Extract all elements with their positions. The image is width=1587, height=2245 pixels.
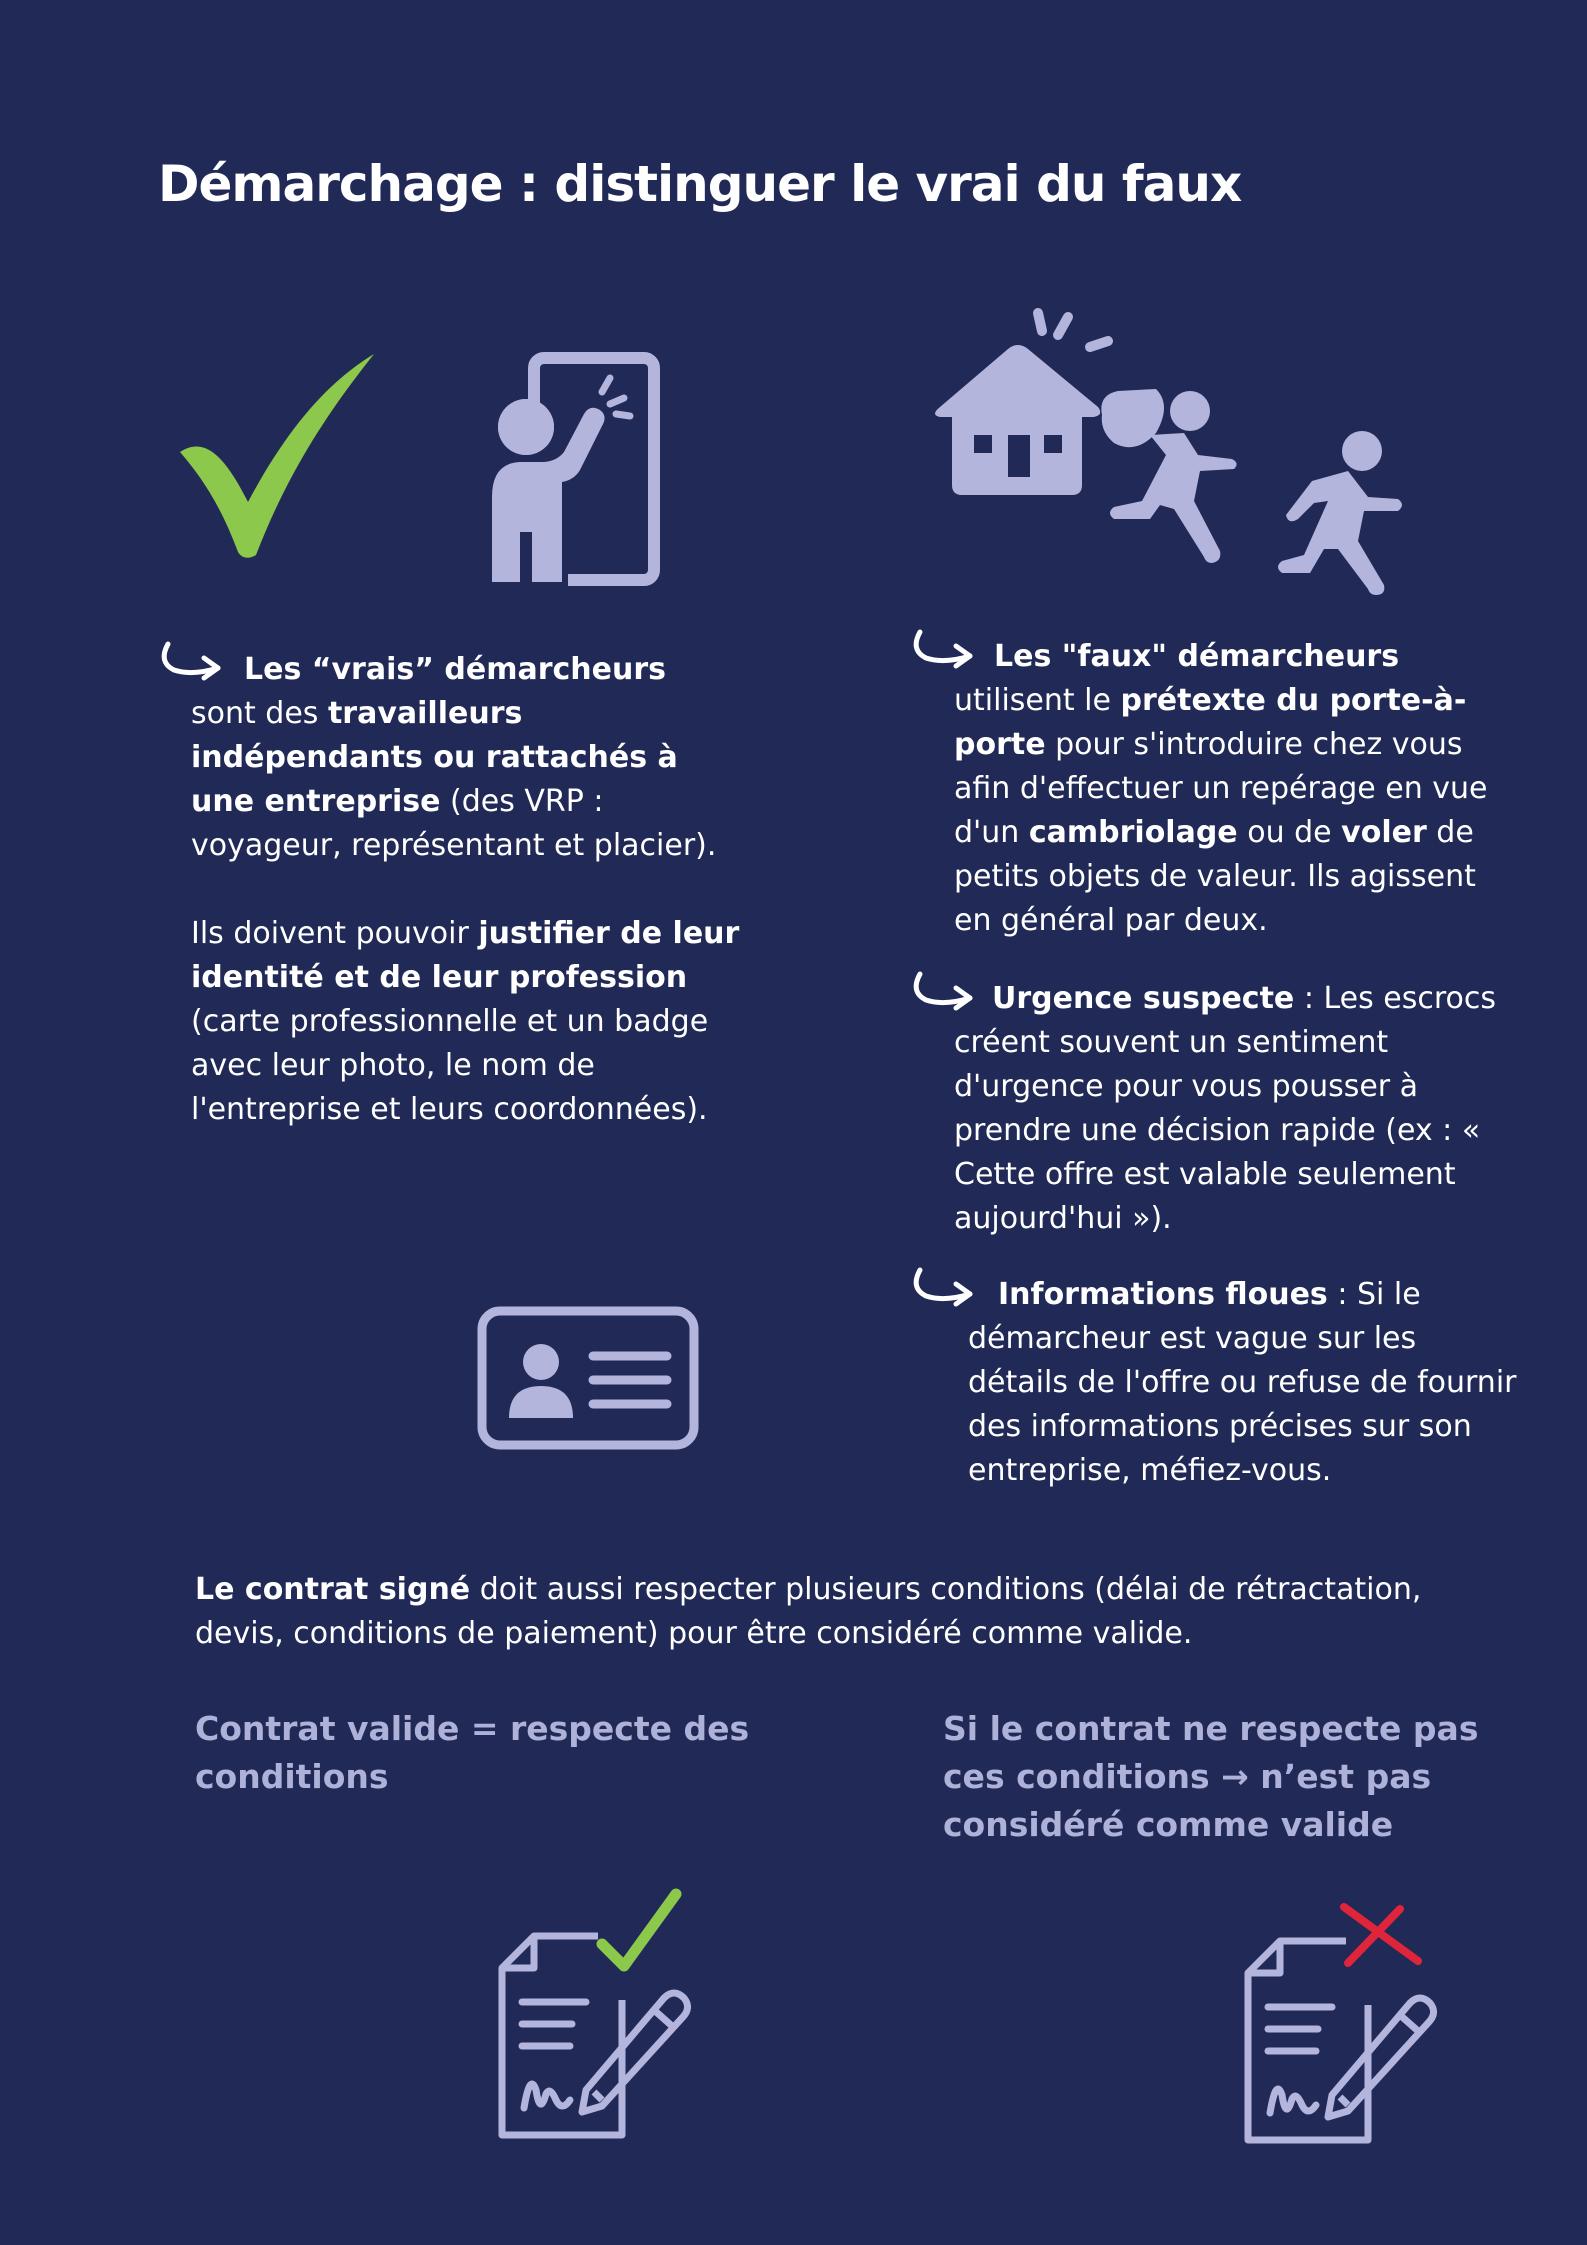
contract-bold: Le contrat signé <box>195 1572 471 1607</box>
suspicious-urgency-paragraph <box>954 977 1514 1241</box>
invalid-contract-heading: Si le contrat ne respecte pas ces conditions → n’est pas considéré comme valide <box>943 1709 1479 1844</box>
person-knocking-door-icon <box>484 352 674 588</box>
para1-bold-1: travailleurs indépendants ou rattachés à une entreprise <box>191 696 678 819</box>
para1-text-1: sont des <box>191 696 328 731</box>
genuine-canvassers-text <box>191 648 751 1132</box>
item1-bold-3: voler <box>1341 815 1427 850</box>
valid-contract-heading: Contrat valide = respecte des conditions <box>195 1709 750 1796</box>
fake-canvassers-text <box>954 635 1514 943</box>
id-card-icon <box>477 1306 699 1450</box>
item1-text-4: de petits objets de valeur. Ils agissent en général par deux. <box>954 815 1476 938</box>
fake-canvassers-lead: Les "faux" démarcheurs <box>994 639 1400 674</box>
item1-text-1: utilisent le <box>954 683 1121 718</box>
vague-information-paragraph <box>968 1273 1518 1493</box>
vague-information-lead: Informations floues <box>998 1277 1328 1312</box>
identity-paragraph <box>191 912 751 1132</box>
contract-paragraph <box>195 1568 1495 1656</box>
house-burglars-running-icon <box>922 305 1412 595</box>
item1-text-2: pour s'introduire chez vous afin d'effectuer un repérage en vue d'un <box>954 727 1488 850</box>
para2-text-1: Ils doivent pouvoir <box>191 916 479 951</box>
fake-canvassers-paragraph <box>954 635 1514 943</box>
check-mark-icon <box>178 352 378 562</box>
contract-rest: doit aussi respecter plusieurs conditions (délai de rétractation, devis, conditions de paiement) pour être considéré comme valide. <box>195 1572 1422 1651</box>
page-title: Démarchage : distinguer le vrai du faux <box>158 155 1242 213</box>
contract-text <box>195 1568 1495 1656</box>
contract-signed-cross-icon <box>1236 1905 1446 2145</box>
genuine-canvassers-lead: Les “vrais” démarcheurs <box>244 652 666 687</box>
item3-text-1: : Si le démarcheur est vague sur les détails de l'offre ou refuse de fournir des informations précises sur son entreprise, méfiez-vous. <box>968 1277 1517 1488</box>
curved-arrow-icon <box>910 1266 976 1306</box>
para1-text-2: (des VRP : voyageur, représentant et placier). <box>191 784 717 863</box>
contract-signed-check-icon <box>490 1890 700 2140</box>
item1-text-3: ou de <box>1237 815 1342 850</box>
genuine-canvassers-paragraph <box>191 648 751 868</box>
item1-bold-2: cambriolage <box>1028 815 1238 850</box>
item2-text-1: : Les escrocs créent souvent un sentiment d'urgence pour vous pousser à prendre une décision rapide (ex : « Cette offre est valable seulement aujourd'hui »). <box>954 981 1497 1236</box>
suspicious-urgency-text <box>954 977 1514 1241</box>
para2-bold-1: justifier de leur identité et de leur profession <box>191 916 740 995</box>
item1-bold-1: prétexte du porte-à-porte <box>954 683 1467 762</box>
vague-information-text <box>968 1273 1518 1493</box>
suspicious-urgency-lead: Urgence suspecte <box>992 981 1295 1016</box>
para2-text-2: (carte professionnelle et un badge avec leur photo, le nom de l'entreprise et leurs coordonnées). <box>191 1004 709 1127</box>
